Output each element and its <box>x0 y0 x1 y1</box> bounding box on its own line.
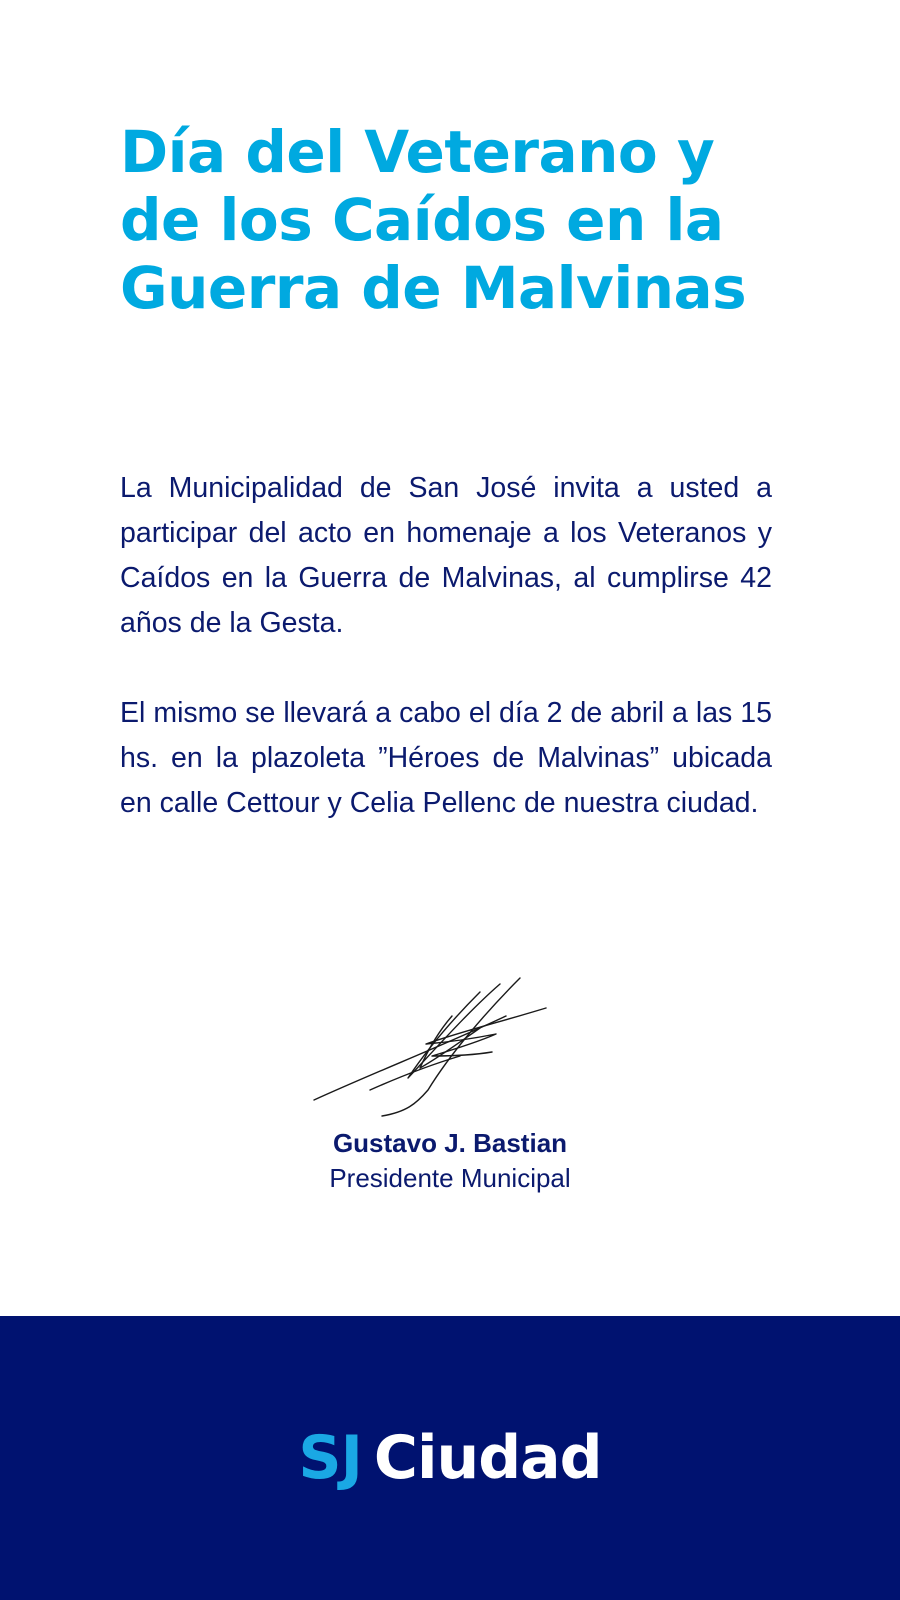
page-title <box>120 118 820 322</box>
invitation-paragraph-2: El mismo se llevará a cabo el día 2 de abril a las 15 hs. en la plazoleta ”Héroes de Malvinas” ubicada en calle Cettour y Celia Pellenc de nuestra ciudad. <box>120 697 772 819</box>
invitation-body <box>120 466 772 826</box>
logo-ciudad: Ciudad <box>373 1423 602 1493</box>
title-line-2: de los Caídos en la <box>120 186 724 254</box>
invitation-paragraph-1: La Municipalidad de San José invita a usted a participar del acto en homenaje a los Veteranos y Caídos en la Guerra de Malvinas, al cumplirse 42 años de la Gesta. <box>120 472 772 639</box>
brand-logo <box>0 1422 900 1494</box>
signer-role: Presidente Municipal <box>329 1163 571 1193</box>
signer-name: Gustavo J. Bastian <box>332 1128 568 1158</box>
title-line-3: Guerra de Malvinas <box>120 254 747 322</box>
signature-icon <box>310 972 560 1118</box>
logo-sj: SJ <box>298 1423 362 1493</box>
signature-strokes <box>314 978 546 1116</box>
title-line-1: Día del Veterano y <box>120 118 715 186</box>
